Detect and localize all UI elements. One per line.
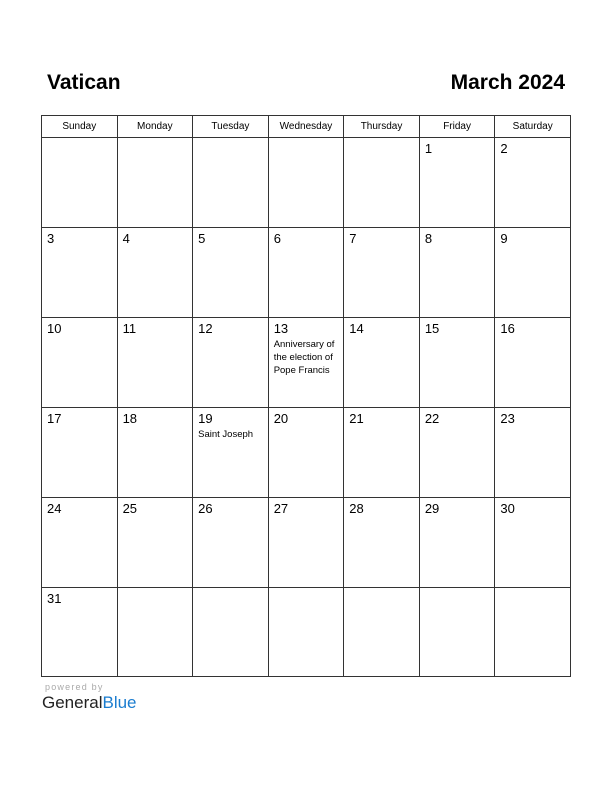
day-number: 24 xyxy=(47,501,62,516)
day-cell[interactable] xyxy=(419,228,495,318)
day-cell[interactable] xyxy=(117,408,193,498)
day-cell[interactable] xyxy=(193,318,269,408)
day-number: 2 xyxy=(500,141,508,156)
day-cell[interactable] xyxy=(117,318,193,408)
week-row xyxy=(42,588,571,677)
day-number: 7 xyxy=(349,231,357,246)
day-number: 28 xyxy=(349,501,364,516)
day-number: 31 xyxy=(47,591,62,606)
calendar-weeks xyxy=(42,138,571,677)
day-number: 20 xyxy=(273,411,289,426)
weekday-monday: Monday xyxy=(117,116,193,138)
day-cell[interactable] xyxy=(419,318,495,408)
day-cell[interactable] xyxy=(495,138,571,228)
day-number: 5 xyxy=(198,231,206,246)
day-cell[interactable] xyxy=(344,318,420,408)
day-cell[interactable] xyxy=(193,498,269,588)
day-cell[interactable] xyxy=(344,408,420,498)
day-number: 1 xyxy=(424,141,433,156)
day-cell xyxy=(344,588,420,677)
day-cell[interactable] xyxy=(495,228,571,318)
day-cell[interactable] xyxy=(42,408,118,498)
month-calendar-grid xyxy=(41,115,571,677)
day-cell xyxy=(419,588,495,677)
brand-general-text: General xyxy=(42,693,103,712)
weekday-wednesday: Wednesday xyxy=(268,116,344,138)
day-number: 18 xyxy=(122,411,138,426)
day-cell[interactable] xyxy=(268,498,344,588)
day-number: 15 xyxy=(424,321,440,336)
day-number: 4 xyxy=(122,231,130,246)
day-number: 10 xyxy=(47,321,62,336)
day-cell[interactable] xyxy=(117,498,193,588)
day-cell[interactable] xyxy=(344,228,420,318)
week-row xyxy=(42,138,571,228)
day-cell[interactable] xyxy=(42,588,118,677)
day-number: 14 xyxy=(349,321,364,336)
day-number: 6 xyxy=(273,231,281,246)
powered-by-label: powered by xyxy=(45,682,104,692)
day-cell[interactable] xyxy=(495,408,571,498)
day-cell[interactable] xyxy=(268,408,344,498)
day-number: 9 xyxy=(500,231,508,246)
holiday-label: Saint Joseph xyxy=(198,429,254,440)
day-cell[interactable] xyxy=(268,228,344,318)
day-number: 29 xyxy=(424,501,440,516)
weekday-thursday: Thursday xyxy=(344,116,420,138)
day-number: 11 xyxy=(122,321,137,336)
day-cell[interactable] xyxy=(419,408,495,498)
month-year-title: March 2024 xyxy=(450,71,565,94)
generalblue-logo[interactable] xyxy=(42,693,137,713)
day-cell[interactable] xyxy=(42,228,118,318)
weekday-header-row xyxy=(42,116,571,138)
day-cell[interactable] xyxy=(344,498,420,588)
day-number: 12 xyxy=(198,321,213,336)
day-number: 8 xyxy=(424,231,433,246)
day-cell[interactable] xyxy=(268,318,344,408)
holiday-label: Anniversary of the election of Pope Francis xyxy=(273,339,335,376)
day-cell xyxy=(42,138,118,228)
day-cell[interactable] xyxy=(193,228,269,318)
weekday-saturday: Saturday xyxy=(495,116,571,138)
day-number: 23 xyxy=(500,411,515,426)
week-row xyxy=(42,318,571,408)
day-cell[interactable] xyxy=(117,228,193,318)
day-number: 26 xyxy=(198,501,213,516)
day-number: 27 xyxy=(273,501,289,516)
day-cell xyxy=(268,138,344,228)
week-row xyxy=(42,498,571,588)
day-cell[interactable] xyxy=(495,498,571,588)
day-cell[interactable] xyxy=(42,318,118,408)
day-number: 22 xyxy=(424,411,440,426)
day-cell xyxy=(117,588,193,677)
weekday-sunday: Sunday xyxy=(42,116,118,138)
day-number: 3 xyxy=(47,231,55,246)
day-number: 21 xyxy=(349,411,364,426)
day-number: 16 xyxy=(500,321,515,336)
weekday-friday: Friday xyxy=(419,116,495,138)
day-cell[interactable] xyxy=(419,138,495,228)
day-cell[interactable] xyxy=(495,318,571,408)
day-cell xyxy=(193,588,269,677)
day-cell xyxy=(268,588,344,677)
day-number: 30 xyxy=(500,501,515,516)
day-cell[interactable] xyxy=(419,498,495,588)
day-number: 17 xyxy=(47,411,62,426)
weekday-tuesday: Tuesday xyxy=(193,116,269,138)
day-cell xyxy=(344,138,420,228)
day-number: 13 xyxy=(273,321,289,336)
day-cell xyxy=(117,138,193,228)
day-cell[interactable] xyxy=(193,408,269,498)
week-row xyxy=(42,228,571,318)
day-number: 25 xyxy=(122,501,138,516)
week-row xyxy=(42,408,571,498)
day-cell xyxy=(495,588,571,677)
brand-blue-text: Blue xyxy=(102,693,137,712)
day-cell xyxy=(193,138,269,228)
calendar-header xyxy=(41,71,571,99)
country-title: Vatican xyxy=(47,71,121,94)
day-number: 19 xyxy=(198,411,213,426)
day-cell[interactable] xyxy=(42,498,118,588)
